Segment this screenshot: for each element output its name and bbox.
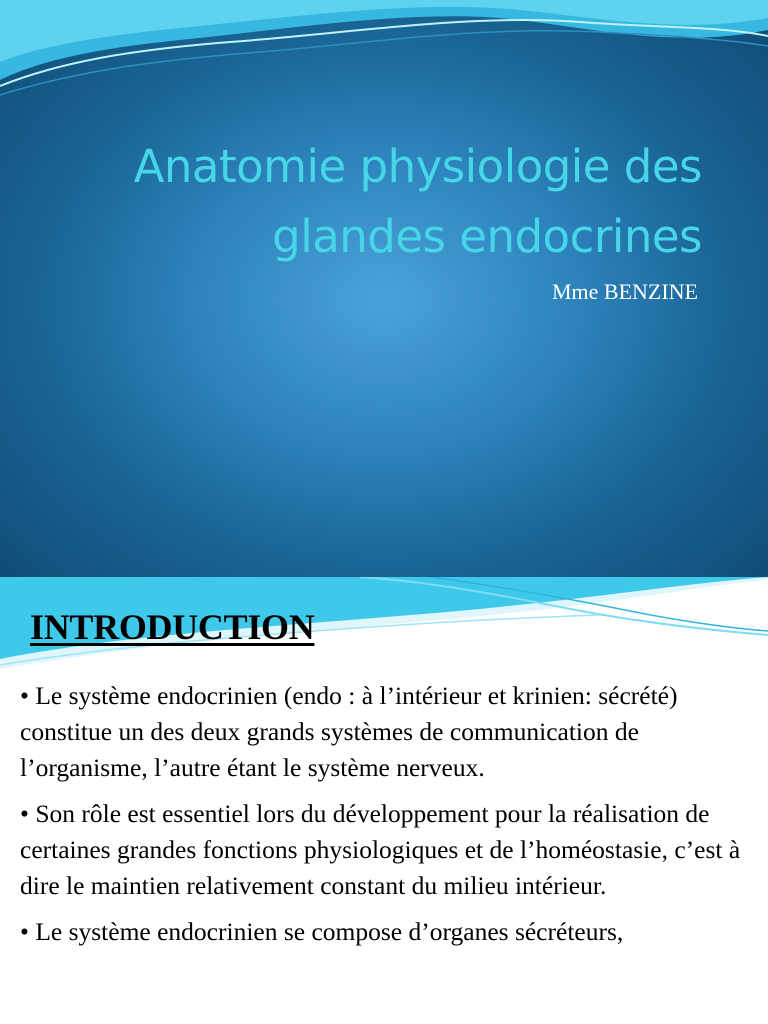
section-heading: INTRODUCTION [30,607,315,647]
bullet-item: • Son rôle est essentiel lors du développement pour la réalisation de certaines grandes fonctions physiologiques et de l’homéostasie, c’est à dire le maintien relativement constant du milieu intérieur. [20,796,750,904]
slide-title [134,132,702,272]
bullet-item: • Le système endocrinien (endo : à l’intérieur et krinien: sécrété) constitue un des deux grands systèmes de communication de l’organisme, l’autre étant le système nerveux. [20,678,750,786]
slide-subtitle: Mme BENZINE [551,279,698,304]
introduction-slide [0,577,768,1024]
bullet-item: • Le système endocrinien se compose d’organes sécréteurs, [20,914,750,950]
slide-title-line-2: glandes endocrines [272,210,702,263]
bullet-list [20,678,750,960]
wave-decoration-top [0,0,768,110]
slide-title-line-1: Anatomie physiologie des [133,140,702,193]
